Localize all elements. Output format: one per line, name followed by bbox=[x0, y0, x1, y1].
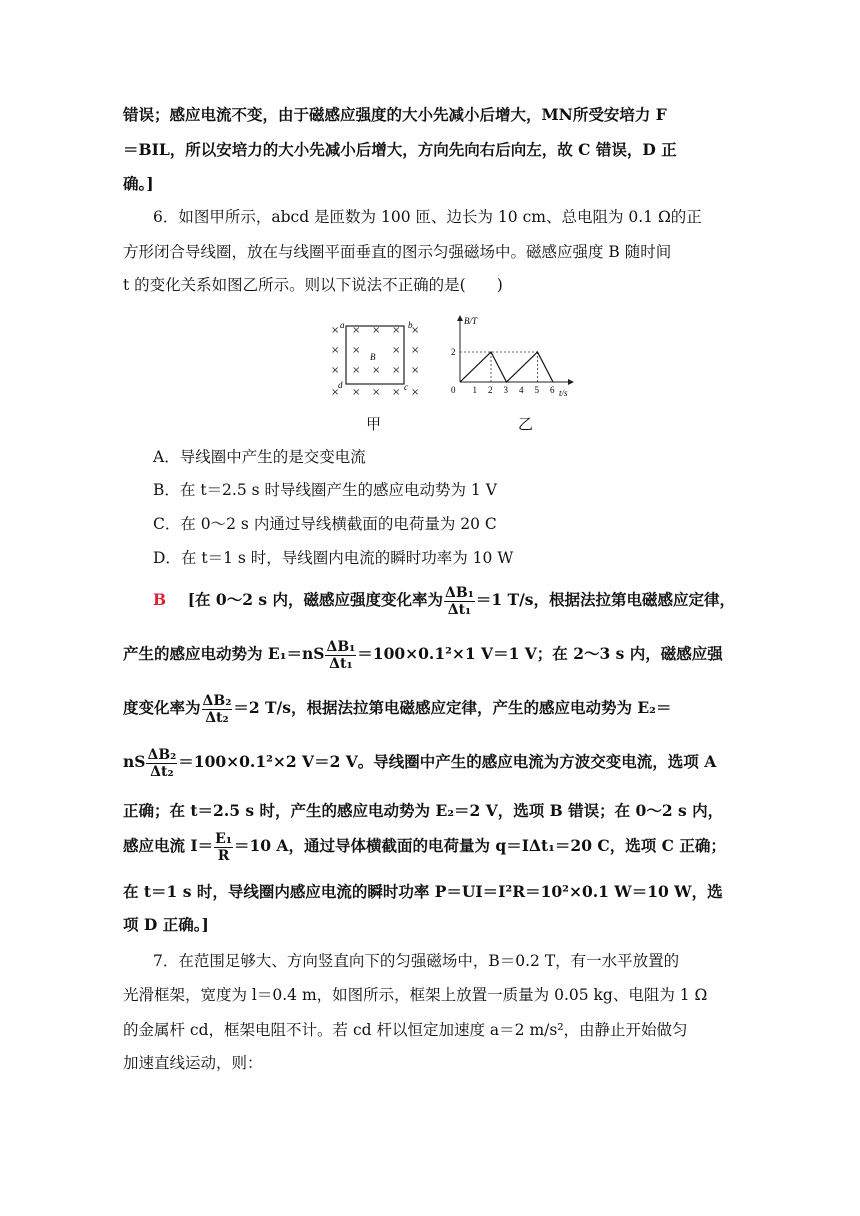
field-cross-mark: × bbox=[331, 365, 340, 376]
fraction-dB2-dt2 bbox=[202, 693, 233, 726]
ans6-text-2b: ＝100×0.1²×1 V＝1 V；在 2～3 s 内，磁感应强 bbox=[357, 644, 723, 663]
field-cross-mark: × bbox=[392, 365, 401, 376]
q7-stem-line-3: 的金属杆 cd，框架电阻不计。若 cd 杆以恒定加速度 a＝2 m/s²，由静止开始做匀 bbox=[123, 1021, 688, 1039]
field-cross-mark: × bbox=[372, 325, 381, 336]
x-tick-label-4: 4 bbox=[519, 385, 524, 395]
ans6-text-6a: 感应电流 I＝ bbox=[123, 836, 214, 855]
frac-num: ΔB₁ bbox=[326, 638, 356, 655]
y-tick-label-2: 2 bbox=[451, 347, 456, 357]
field-cross-mark: × bbox=[392, 387, 401, 398]
fig-jia-caption: 甲 bbox=[366, 415, 382, 433]
fraction-dB1-dt1 bbox=[444, 585, 475, 618]
field-cross-mark: × bbox=[352, 365, 361, 376]
ans6-line-8: 项 D 正确。] bbox=[123, 915, 209, 934]
field-cross-mark: × bbox=[372, 387, 381, 398]
field-cross-mark: × bbox=[331, 325, 340, 336]
frac-den: Δt₂ bbox=[205, 709, 229, 726]
ans6-text-6b: ＝10 A，通过导体横截面的电荷量为 q＝IΔt₁＝20 C，选项 C 正确； bbox=[233, 836, 726, 855]
x-tick-label-0: 0 bbox=[451, 385, 456, 395]
field-cross-mark: × bbox=[331, 345, 340, 356]
field-cross-mark: × bbox=[331, 387, 340, 398]
fig-yi-caption: 乙 bbox=[518, 415, 534, 433]
fraction-dB2-dt2-b bbox=[146, 747, 177, 780]
ans6-line-3 bbox=[123, 690, 671, 726]
ans6-text-4a: nS bbox=[123, 752, 146, 771]
q6-option-c: C．在 0～2 s 内通过导线横截面的电荷量为 20 C bbox=[153, 515, 497, 533]
q7-stem-line-2: 光滑框架，宽度为 l＝0.4 m，如图所示，框架上放置一质量为 0.05 kg、电阻为 1 Ω bbox=[123, 986, 708, 1004]
ans6-line-5: 正确；在 t＝2.5 s 时，产生的感应电动势为 E₂＝2 V，选项 B 错误；在 0～2 s 内， bbox=[123, 801, 724, 820]
ans6-line-6 bbox=[123, 828, 726, 864]
b-t-series-line bbox=[460, 352, 553, 382]
q6-option-b: B．在 t＝2.5 s 时导线圈产生的感应电动势为 1 V bbox=[153, 481, 497, 499]
frac-num: E₁ bbox=[215, 830, 232, 847]
frac-den: Δt₂ bbox=[150, 763, 174, 780]
field-cross-mark: × bbox=[411, 387, 420, 398]
ans6-line-4 bbox=[123, 744, 716, 780]
field-cross-mark: × bbox=[352, 387, 361, 398]
ans6-line-7: 在 t＝1 s 时，导线圈内感应电流的瞬时功率 P＝UI＝I²R＝10²×0.1 W＝10 W，选 bbox=[123, 882, 723, 901]
q7-stem-line-4: 加速直线运动，则： bbox=[123, 1054, 263, 1072]
field-label-B: B bbox=[370, 352, 376, 362]
fraction-dB1-dt1-b bbox=[325, 639, 356, 672]
field-cross-mark: × bbox=[392, 345, 401, 356]
frac-num: ΔB₂ bbox=[147, 746, 177, 763]
ans6-text-1b: ＝1 T/s，根据法拉第电磁感应定律， bbox=[475, 590, 735, 609]
prev-answer-line-2: ＝BIL，所以安培力的大小先减小后增大，方向先向右后向左，故 C 错误，D 正 bbox=[123, 140, 677, 159]
field-cross-mark: × bbox=[352, 325, 361, 336]
frac-den: R bbox=[217, 847, 230, 864]
coil-figure bbox=[328, 318, 420, 400]
q6-stem-line-2: 方形闭合导线圈，放在与线圈平面垂直的图示匀强磁场中。磁感应强度 B 随时间 bbox=[123, 243, 672, 261]
prev-answer-line-3: 确。] bbox=[123, 174, 154, 193]
corner-a: a bbox=[340, 320, 345, 330]
ans6-line-2 bbox=[123, 636, 723, 672]
corner-d: d bbox=[338, 380, 343, 390]
q6-option-a: A．导线圈中产生的是交变电流 bbox=[153, 448, 366, 466]
corner-b: b bbox=[408, 320, 413, 330]
x-tick-label-5: 5 bbox=[534, 385, 539, 395]
ans6-text-2a: 产生的感应电动势为 E₁＝nS bbox=[123, 644, 325, 663]
field-cross-mark: × bbox=[372, 365, 381, 376]
y-axis-arrow bbox=[457, 315, 463, 321]
ans6-text-3a: 度变化率为 bbox=[123, 698, 201, 717]
field-cross-mark: × bbox=[352, 345, 361, 356]
frac-num: ΔB₂ bbox=[202, 692, 232, 709]
ans6-text-1a: [在 0～2 s 内，磁感应强度变化率为 bbox=[187, 590, 444, 609]
q6-stem-line-3: t 的变化关系如图乙所示。则以下说法不正确的是( ) bbox=[123, 276, 503, 294]
frac-den: Δt₁ bbox=[329, 655, 353, 672]
x-axis-arrow bbox=[568, 379, 574, 385]
ans6-line-1 bbox=[153, 582, 735, 618]
corner-c: c bbox=[404, 382, 408, 392]
q6-option-d: D．在 t＝1 s 时，导线圈内电流的瞬时功率为 10 W bbox=[153, 549, 514, 567]
x-tick-label-3: 3 bbox=[503, 385, 508, 395]
ans6-text-4b: ＝100×0.1²×2 V＝2 V。导线圈中产生的感应电流为方波交变电流，选项 A bbox=[178, 752, 717, 771]
fraction-E1-R bbox=[214, 831, 233, 864]
y-axis-label: B/T bbox=[464, 316, 478, 326]
field-cross-mark: × bbox=[411, 365, 420, 376]
q7-stem-line-1: 7．在范围足够大、方向竖直向下的匀强磁场中，B＝0.2 T，有一水平放置的 bbox=[153, 952, 680, 970]
ans6-text-3b: ＝2 T/s，根据法拉第电磁感应定律，产生的感应电动势为 E₂＝ bbox=[233, 698, 672, 717]
x-tick-label-2: 2 bbox=[488, 385, 493, 395]
x-tick-label-6: 6 bbox=[550, 385, 555, 395]
prev-answer-line-1: 错误；感应电流不变，由于磁感应强度的大小先减小后增大，MN所受安培力 F bbox=[123, 105, 667, 124]
frac-den: Δt₁ bbox=[447, 601, 472, 618]
frac-num: ΔB₁ bbox=[445, 584, 474, 601]
ans6-letter: B bbox=[153, 590, 167, 609]
x-tick-label-1: 1 bbox=[472, 385, 477, 395]
q6-stem-line-1: 6．如图甲所示，abcd 是匝数为 100 匝、边长为 10 cm、总电阻为 0.1 Ω的正 bbox=[153, 208, 702, 226]
b-t-graph bbox=[448, 312, 578, 402]
field-cross-mark: × bbox=[411, 345, 420, 356]
field-cross-mark: × bbox=[411, 325, 420, 336]
x-axis-label: t/s bbox=[559, 388, 568, 398]
field-cross-mark: × bbox=[392, 325, 401, 336]
